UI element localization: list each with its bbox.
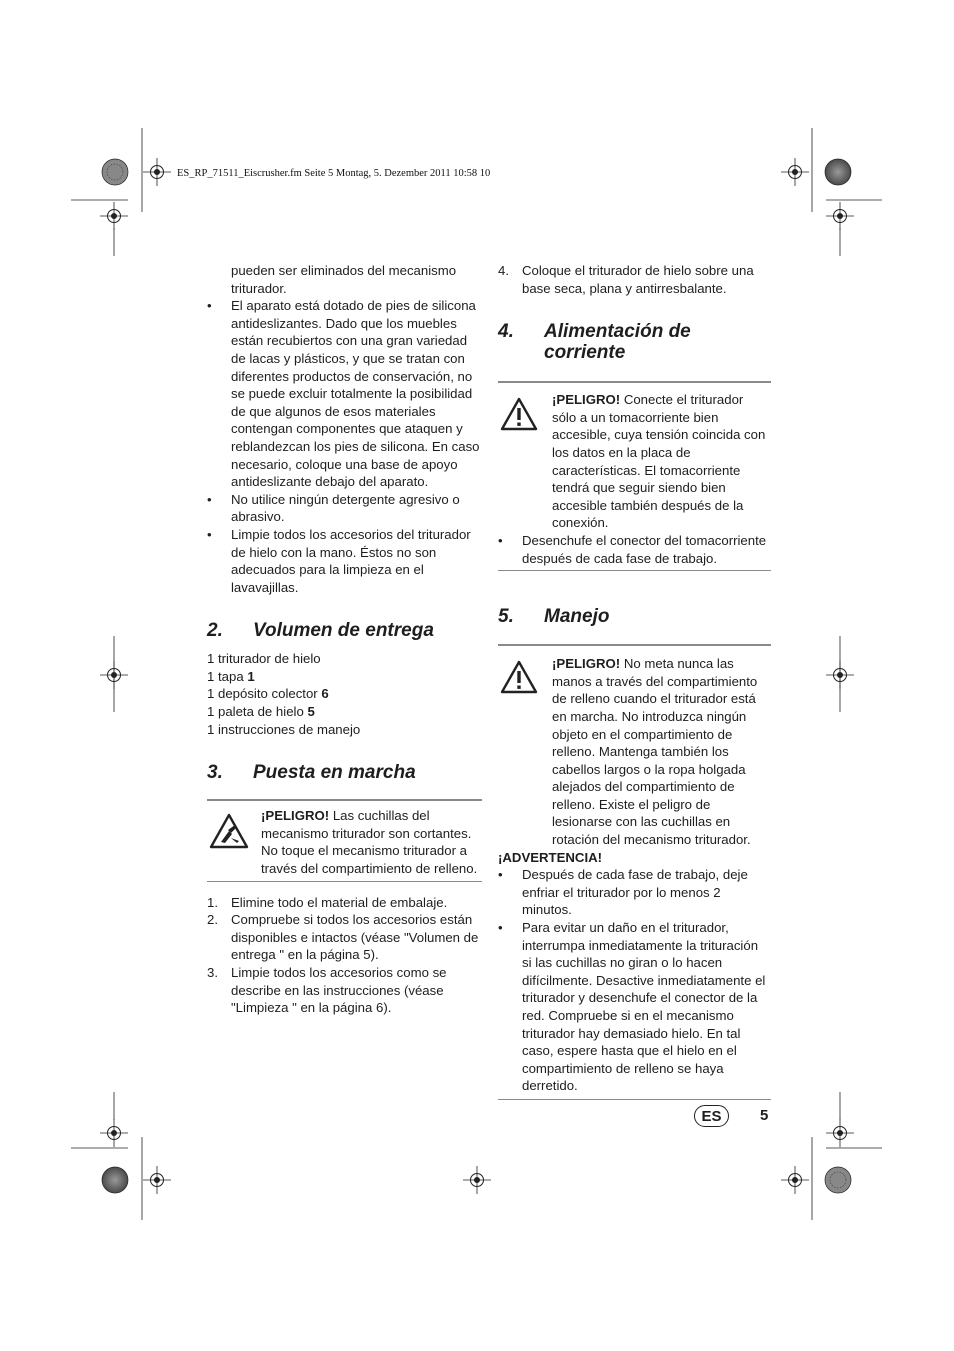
step-item: 2. Compruebe si todos los accesorios están disponibles e intactos (véase "Volumen de entrega " en la página 5). xyxy=(207,912,479,963)
file-info-header: ES_RP_71511_Eiscrusher.fm Seite 5 Montag, 5. Dezember 2011 10:58 10 xyxy=(177,168,491,179)
power-note xyxy=(498,532,771,571)
step-item: 1. Elimine todo el material de embalaje. xyxy=(207,894,448,910)
section-heading-4 xyxy=(498,321,771,363)
right-column xyxy=(498,262,771,1100)
cut-hazard-icon xyxy=(209,813,249,849)
left-column xyxy=(207,262,482,1017)
delivery-item: 1 paleta de hielo 5 xyxy=(207,704,315,720)
list-item: • Después de cada fase de trabajo, deje enfriar el triturador por lo menos 2 minutos. xyxy=(498,866,771,919)
intro-continuation: pueden ser eliminados del mecanismo triturador. xyxy=(231,263,457,296)
warning-triangle-icon xyxy=(500,397,538,431)
section-title: Alimentación de corriente xyxy=(544,321,691,364)
section-number: 2. xyxy=(207,620,223,642)
section-title: Puesta en marcha xyxy=(253,762,416,784)
list-item: • Limpie todos los accesorios del triturador de hielo con la mano. Éstos no son adecuados para la limpieza en el lavavajillas. xyxy=(207,526,482,596)
section-number: 5. xyxy=(498,606,514,628)
danger-box-operation xyxy=(498,644,771,849)
step-item: 3. Limpie todos los accesorios como se describe en las instrucciones (véase "Limpieza " en la página 6). xyxy=(207,965,447,1016)
step-item: 4. Coloque el triturador de hielo sobre una base seca, plana y antirresbalante. xyxy=(498,263,754,296)
section-number: 3. xyxy=(207,762,223,784)
page-number: 5 xyxy=(760,1107,769,1124)
language-badge: ES xyxy=(694,1105,729,1127)
danger-text: ¡PELIGRO! Conecte el triturador sólo a un tomacorriente bien accesible, cuya tensión coincida con los datos en la placa de características. El tomacorriente tendrá que seguir siendo bien accesible también después de la conexión. xyxy=(552,392,766,531)
section-heading-2 xyxy=(207,620,482,641)
list-item: • Para evitar un daño en el triturador, interrumpa inmediatamente la trituración si las cuchillas no giran o lo hacen difícilmente. Desactive inmediatamente el triturador y desenchufe el conector de la red. Compruebe si en el mecanismo triturador hay demasiado hielo. En tal caso, espere hasta que el hielo en el compartimiento de relleno se haya derretido. xyxy=(498,919,771,1095)
danger-box-cutting xyxy=(207,799,482,881)
section-heading-5 xyxy=(498,606,771,627)
warning-triangle-icon xyxy=(500,660,538,694)
delivery-list xyxy=(207,650,482,738)
danger-text: ¡PELIGRO! Las cuchillas del mecanismo triturador son cortantes. No toque el mecanismo triturador a través del compartimiento de relleno. xyxy=(261,808,478,877)
danger-box-power xyxy=(498,381,771,532)
delivery-item: 1 depósito colector 6 xyxy=(207,686,329,702)
section-heading-3 xyxy=(207,762,482,783)
list-item: • El aparato está dotado de pies de silicona antideslizantes. Dado que los muebles están recubiertos con una gran variedad de lacas y plásticos, y que se tratan con diferentes productos de conservación, no se puede excluir totalmente la posibilidad de que algunos de esos materiales contengan componentes que ataquen y reblandezcan los pies de silicona. En caso necesario, coloque una base de apoyo antideslizante debajo del aparato. xyxy=(207,297,482,491)
delivery-item: 1 triturador de hielo xyxy=(207,651,321,667)
danger-text: ¡PELIGRO! No meta nunca las manos a través del compartimiento de relleno cuando el triturador está en marcha. No introduzca ningún objeto en el compartimiento de relleno. Mantenga también los cabellos largos o la ropa holgada alejados del compartimiento de relleno. Existe el peligro de lesionarse con las cuchillas en rotación del mecanismo triturador. xyxy=(552,656,758,848)
advisory-label: ¡ADVERTENCIA! xyxy=(498,849,603,865)
section-number: 4. xyxy=(498,321,514,343)
section-title: Manejo xyxy=(544,606,610,628)
setup-steps xyxy=(207,894,482,1017)
list-item: • Desenchufe el conector del tomacorriente después de cada fase de trabajo. xyxy=(498,532,771,567)
list-item: • No utilice ningún detergente agresivo o abrasivo. xyxy=(207,491,482,526)
delivery-item: 1 tapa 1 xyxy=(207,668,255,684)
section-title: Volumen de entrega xyxy=(253,620,434,642)
advisory-block xyxy=(498,849,771,1100)
delivery-item: 1 instrucciones de manejo xyxy=(207,721,361,737)
